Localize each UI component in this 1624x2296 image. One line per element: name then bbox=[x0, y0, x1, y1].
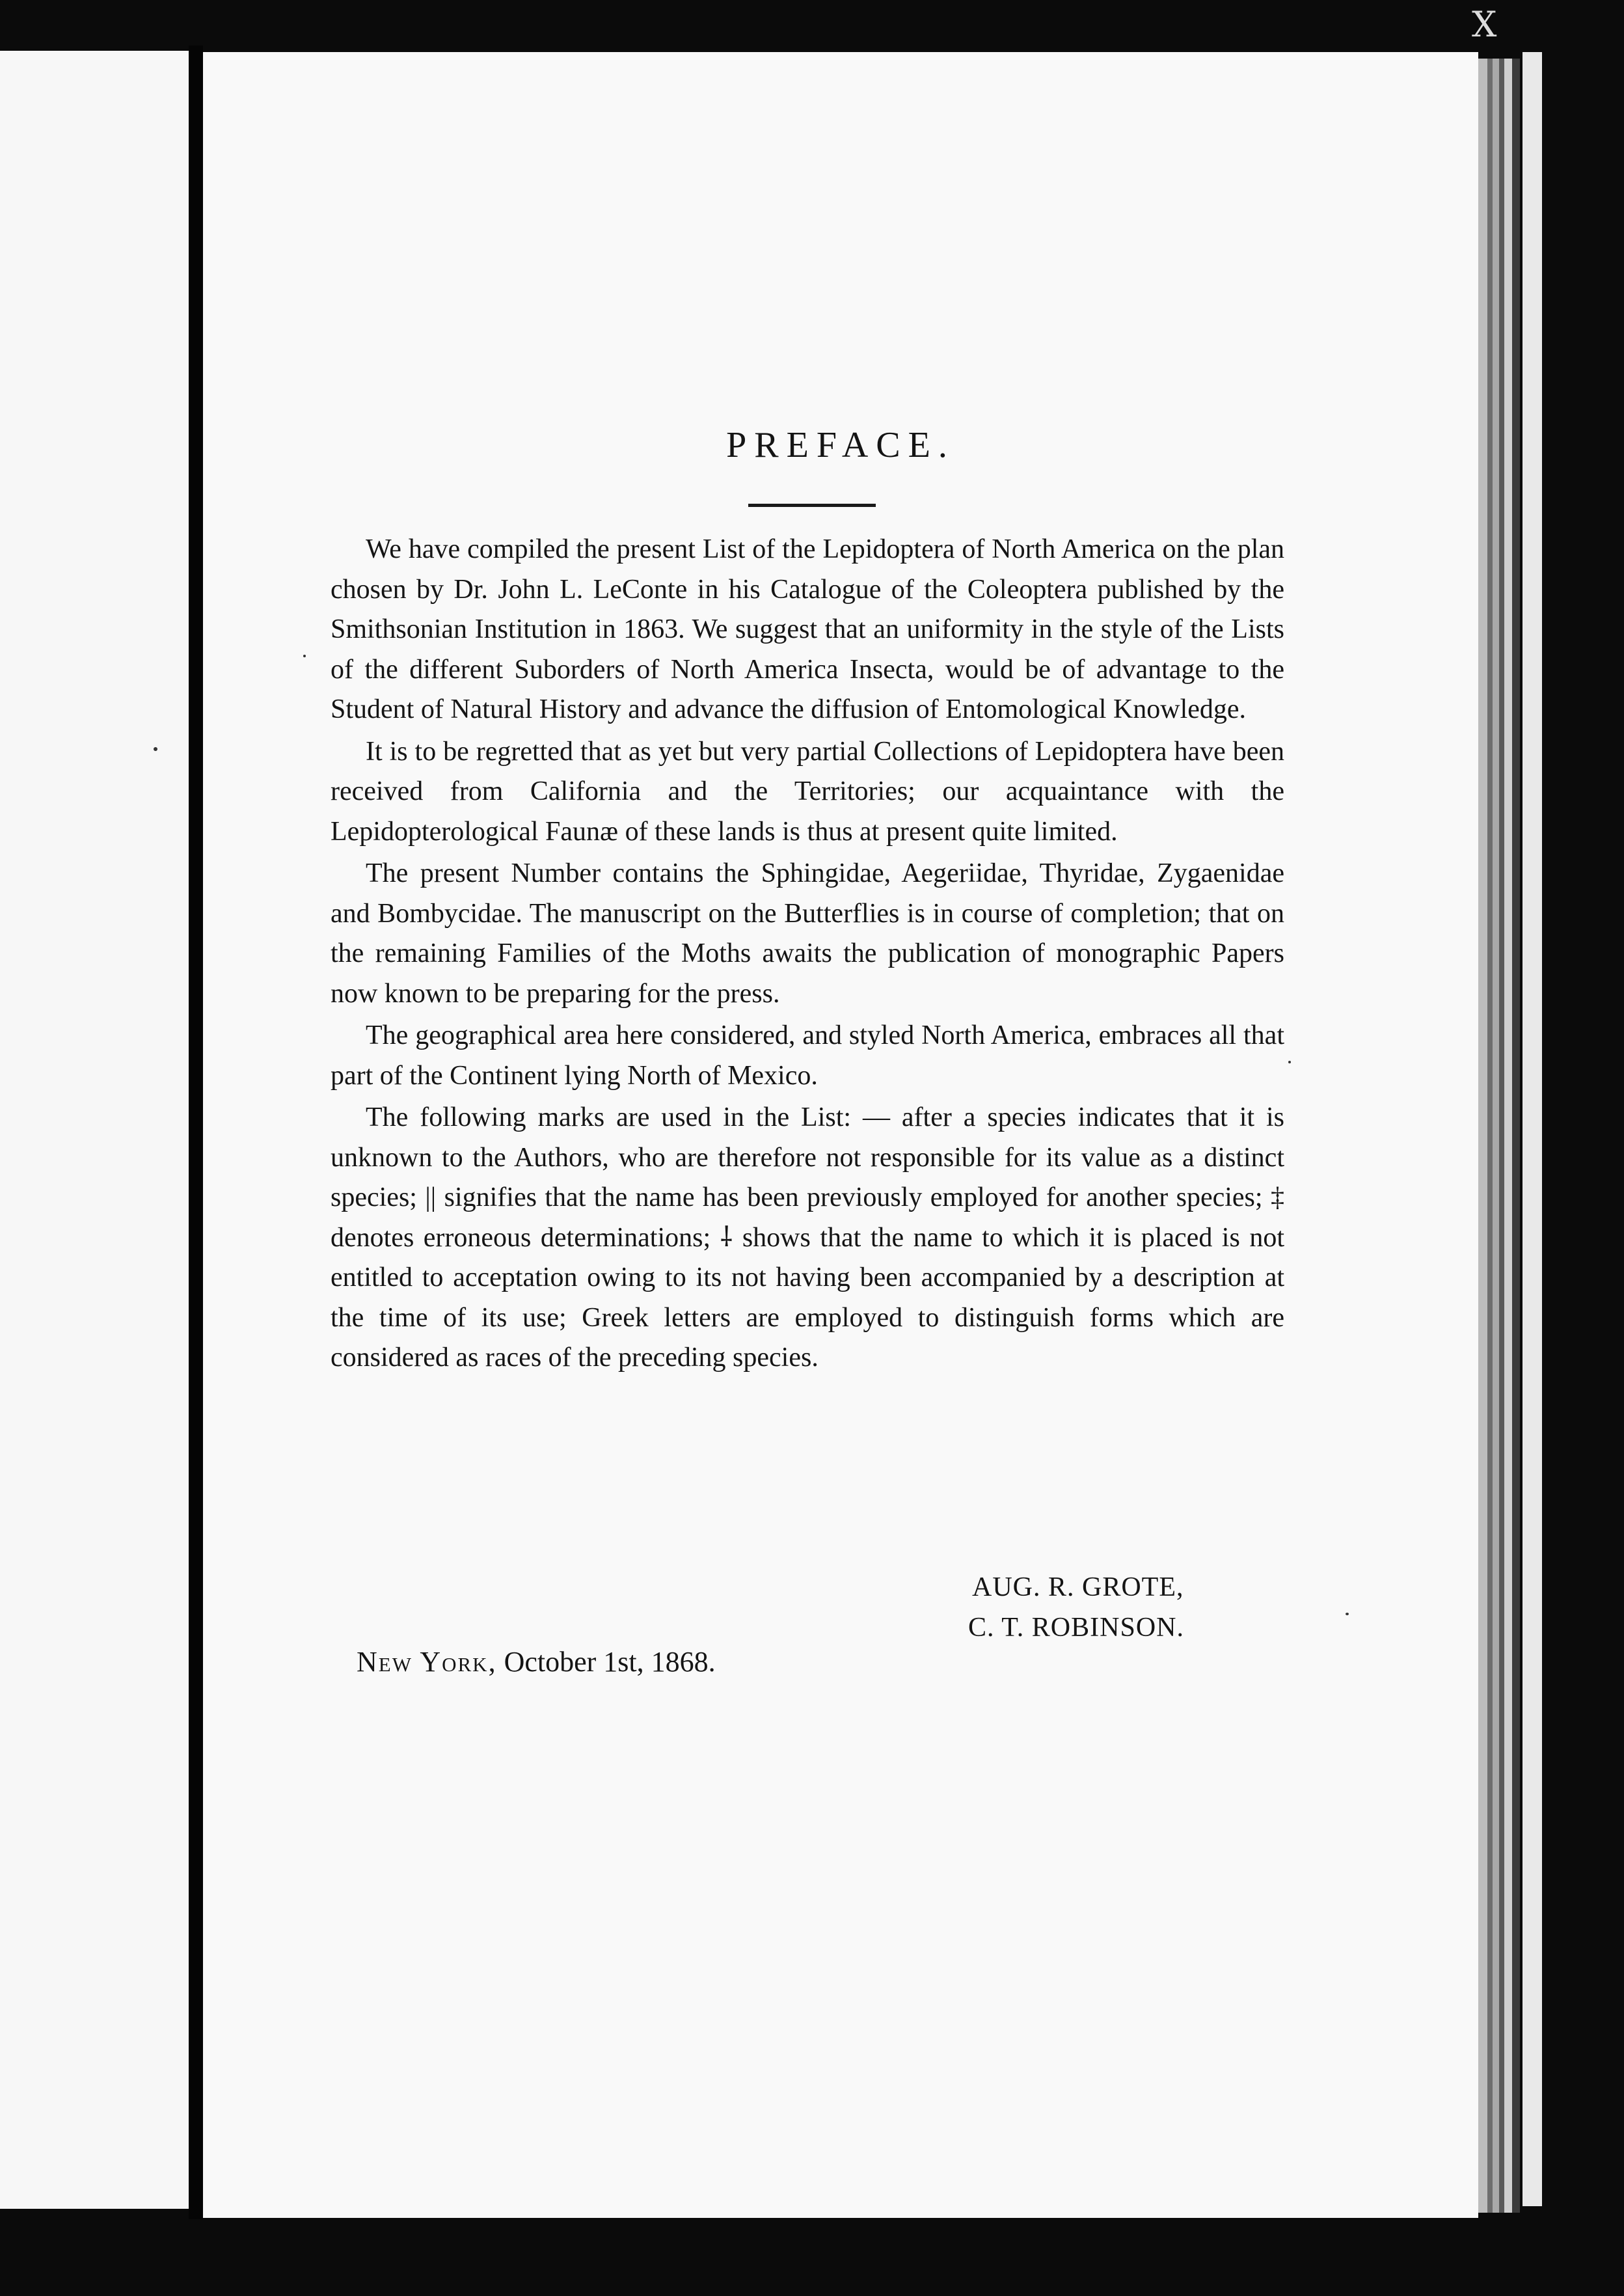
author-signature bbox=[968, 1567, 1184, 1648]
page-edge-stack bbox=[1499, 59, 1504, 2213]
dateline-date: October 1st, 1868. bbox=[504, 1646, 716, 1678]
scan-speck bbox=[1346, 1613, 1349, 1615]
scan-speck bbox=[1288, 1061, 1291, 1063]
dateline-place: New York, bbox=[357, 1646, 497, 1678]
corner-scan-mark: X bbox=[1472, 4, 1497, 45]
paragraph-collections: It is to be regretted that as yet but very partial Collections of Lepidoptera have been received from California and the Territories; our acquaintance with the Lepidopterological Faunæ of these lands is thus at present quite limited. bbox=[331, 736, 1284, 847]
page-edge-stack bbox=[1493, 59, 1499, 2213]
title-underline-rule bbox=[748, 504, 876, 507]
page-edge-stack bbox=[1512, 59, 1520, 2213]
facing-right-page-sliver bbox=[1522, 52, 1542, 2206]
paragraph-marks: The following marks are used in the List: — after a species indicates that it is unknown to the Authors, who are therefore not responsible for its value as a distinct species; || signifies that the name has been previously employed for another species; ‡ denotes erroneous determinations; ⸸ shows that the name to which it is placed is not entitled to acceptation owing to its not having been accompanied by a description at the time of its use; Greek letters are employed to distinguish forms which are considered as races of the preceding species. bbox=[331, 1102, 1284, 1373]
author-name: C. T. ROBINSON. bbox=[968, 1613, 1184, 1643]
author-name: AUG. R. GROTE, bbox=[972, 1572, 1184, 1602]
page-title: PREFACE. bbox=[726, 425, 955, 465]
preface-body bbox=[331, 530, 1284, 1380]
book-gutter bbox=[189, 46, 203, 2219]
paragraph-purpose: We have compiled the present List of the Lepidoptera of North America on the plan chosen by Dr. John L. LeConte in his Catalogue of the Coleoptera published by the Smithsonian Institution in 1863. We suggest that an uniformity in the style of the Lists of the different Suborders of North America Insecta, would be of advantage to the Student of Natural History and advance the diffusion of Entomological Knowledge. bbox=[331, 534, 1284, 724]
dateline bbox=[357, 1645, 716, 1678]
scan-speck bbox=[303, 655, 306, 657]
page-edge-stack bbox=[1487, 59, 1493, 2213]
scan-speck bbox=[154, 747, 157, 751]
facing-left-page bbox=[0, 51, 189, 2209]
page-edge-stack bbox=[1478, 59, 1487, 2213]
paragraph-contents: The present Number contains the Sphingidae, Aegeriidae, Thyridae, Zygaenidae and Bombycidae. The manuscript on the Butterflies is in course of completion; that on the remaining Families of the Moths awaits the publication of monographic Papers now known to be preparing for the press. bbox=[331, 858, 1284, 1009]
paragraph-geography: The geographical area here considered, and styled North America, embraces all that part of the Continent lying North of Mexico. bbox=[331, 1020, 1284, 1091]
page-edge-stack bbox=[1504, 59, 1512, 2213]
